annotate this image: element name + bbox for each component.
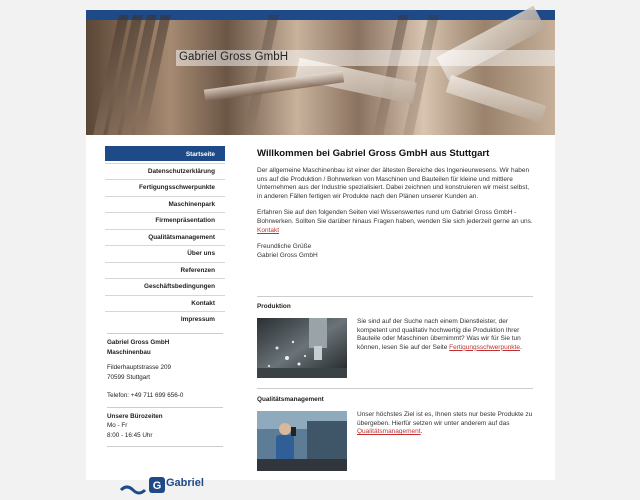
- info-paragraph: [257, 209, 535, 235]
- hours-time: 8:00 - 16:45 Uhr: [107, 431, 153, 439]
- svg-text:G: G: [152, 480, 162, 492]
- intro-paragraph: Der allgemeine Maschinenbau ist einer der ältesten Bereiche des Ingenieurwesens. Wir haben uns auf die Produktion / Bohrwerken von Maschinen und Bauteilen für kleine und mittlere Unternehmen aus der Industrie spezialisiert. Dabei zeichnen und konstruieren wir meist selbst, in anderen Fällen fertigen wir Produkte nach den Plänen unserer Kunden an.: [257, 167, 530, 200]
- page-heading: Willkommen bei Gabriel Gross GmbH aus Stuttgart: [257, 148, 490, 159]
- site-title: Gabriel Gross GmbH: [179, 51, 289, 63]
- hours-title: Unsere Bürozeiten: [107, 412, 163, 420]
- qualitaet-title: Qualitätsmanagement: [257, 396, 324, 403]
- produktion-image: [257, 318, 347, 378]
- produktion-body: Sie sind auf der Suche nach einem Dienstleister, der kompetent und qualitativ hochwertig die Produktion Ihrer Bauteile oder Maschinen übernimmt? Was wir für Sie tun können, lesen Sie auf der Seite: [357, 318, 521, 351]
- page: [86, 10, 555, 492]
- qualitaetsmanagement-link[interactable]: Qualitätsmanagement: [357, 428, 421, 436]
- nav-item-firmenpraesentation[interactable]: Firmenpräsentation: [105, 212, 225, 228]
- address-street: Filderhauptstrasse 209: [107, 364, 172, 371]
- nav-item-ueber-uns[interactable]: Über uns: [105, 245, 225, 261]
- nav-item-datenschutz[interactable]: Datenschutzerklärung: [105, 163, 225, 179]
- hours-block: [107, 412, 225, 441]
- produktion-suffix: .: [519, 343, 522, 351]
- sidebar-divider: [107, 333, 223, 334]
- address-phone: Telefon: +49 711 699 656-0: [107, 392, 184, 399]
- main-content: [257, 148, 535, 436]
- fertigungsschwerpunkte-link[interactable]: Fertigungsschwerpunkte: [449, 343, 520, 351]
- qualitaet-suffix: .: [420, 428, 423, 436]
- hours-days: Mo - Fr: [107, 422, 128, 429]
- greeting: Freundliche Grüße: [257, 243, 312, 251]
- nav-menu: [105, 146, 225, 327]
- nav-item-impressum[interactable]: Impressum: [105, 311, 225, 327]
- sidebar-divider: [107, 407, 223, 408]
- sidebar: [105, 146, 225, 492]
- qualitaet-text: [357, 411, 535, 437]
- produktion-text: [357, 318, 535, 352]
- nav-item-referenzen[interactable]: Referenzen: [105, 262, 225, 278]
- address-subtitle: Maschinenbau: [107, 348, 151, 356]
- logo-text: Gabriel: [166, 477, 204, 489]
- company-logo[interactable]: [119, 476, 219, 496]
- address-city: 70599 Stuttgart: [107, 373, 151, 381]
- info-text: Erfahren Sie auf den folgenden Seiten viel Wissenswertes rund um Gabriel Gross GmbH - Bohrwerken. Sollten Sie darüber hinaus Fragen haben, wenden Sie sich jederzeit gerne an uns.: [257, 209, 533, 225]
- nav-item-startseite[interactable]: Startseite: [105, 146, 225, 162]
- kontakt-link[interactable]: Kontakt: [257, 226, 280, 234]
- produktion-title: Produktion: [257, 303, 291, 310]
- sidebar-divider: [107, 446, 223, 447]
- qualitaet-body: Unser höchstes Ziel ist es, Ihnen stets nur beste Produkte zu übergeben. Hierfür setzen wir unter anderem auf das: [357, 411, 533, 427]
- header-banner: [86, 20, 555, 135]
- nav-item-fertigungsschwerpunkte[interactable]: Fertigungsschwerpunkte: [105, 179, 225, 195]
- address-company: Gabriel Gross GmbH: [107, 339, 170, 346]
- signature: Gabriel Gross GmbH: [257, 251, 318, 259]
- nav-item-qualitaetsmanagement[interactable]: Qualitätsmanagement: [105, 229, 225, 245]
- section-divider: [257, 388, 533, 389]
- nav-item-geschaeftsbedingungen[interactable]: Geschäftsbedingungen: [105, 278, 225, 294]
- nav-item-maschinenpark[interactable]: Maschinenpark: [105, 196, 225, 212]
- nav-item-kontakt[interactable]: Kontakt: [105, 295, 225, 311]
- address-block: [107, 338, 225, 401]
- section-divider: [257, 296, 533, 297]
- qualitaet-image: [257, 411, 347, 471]
